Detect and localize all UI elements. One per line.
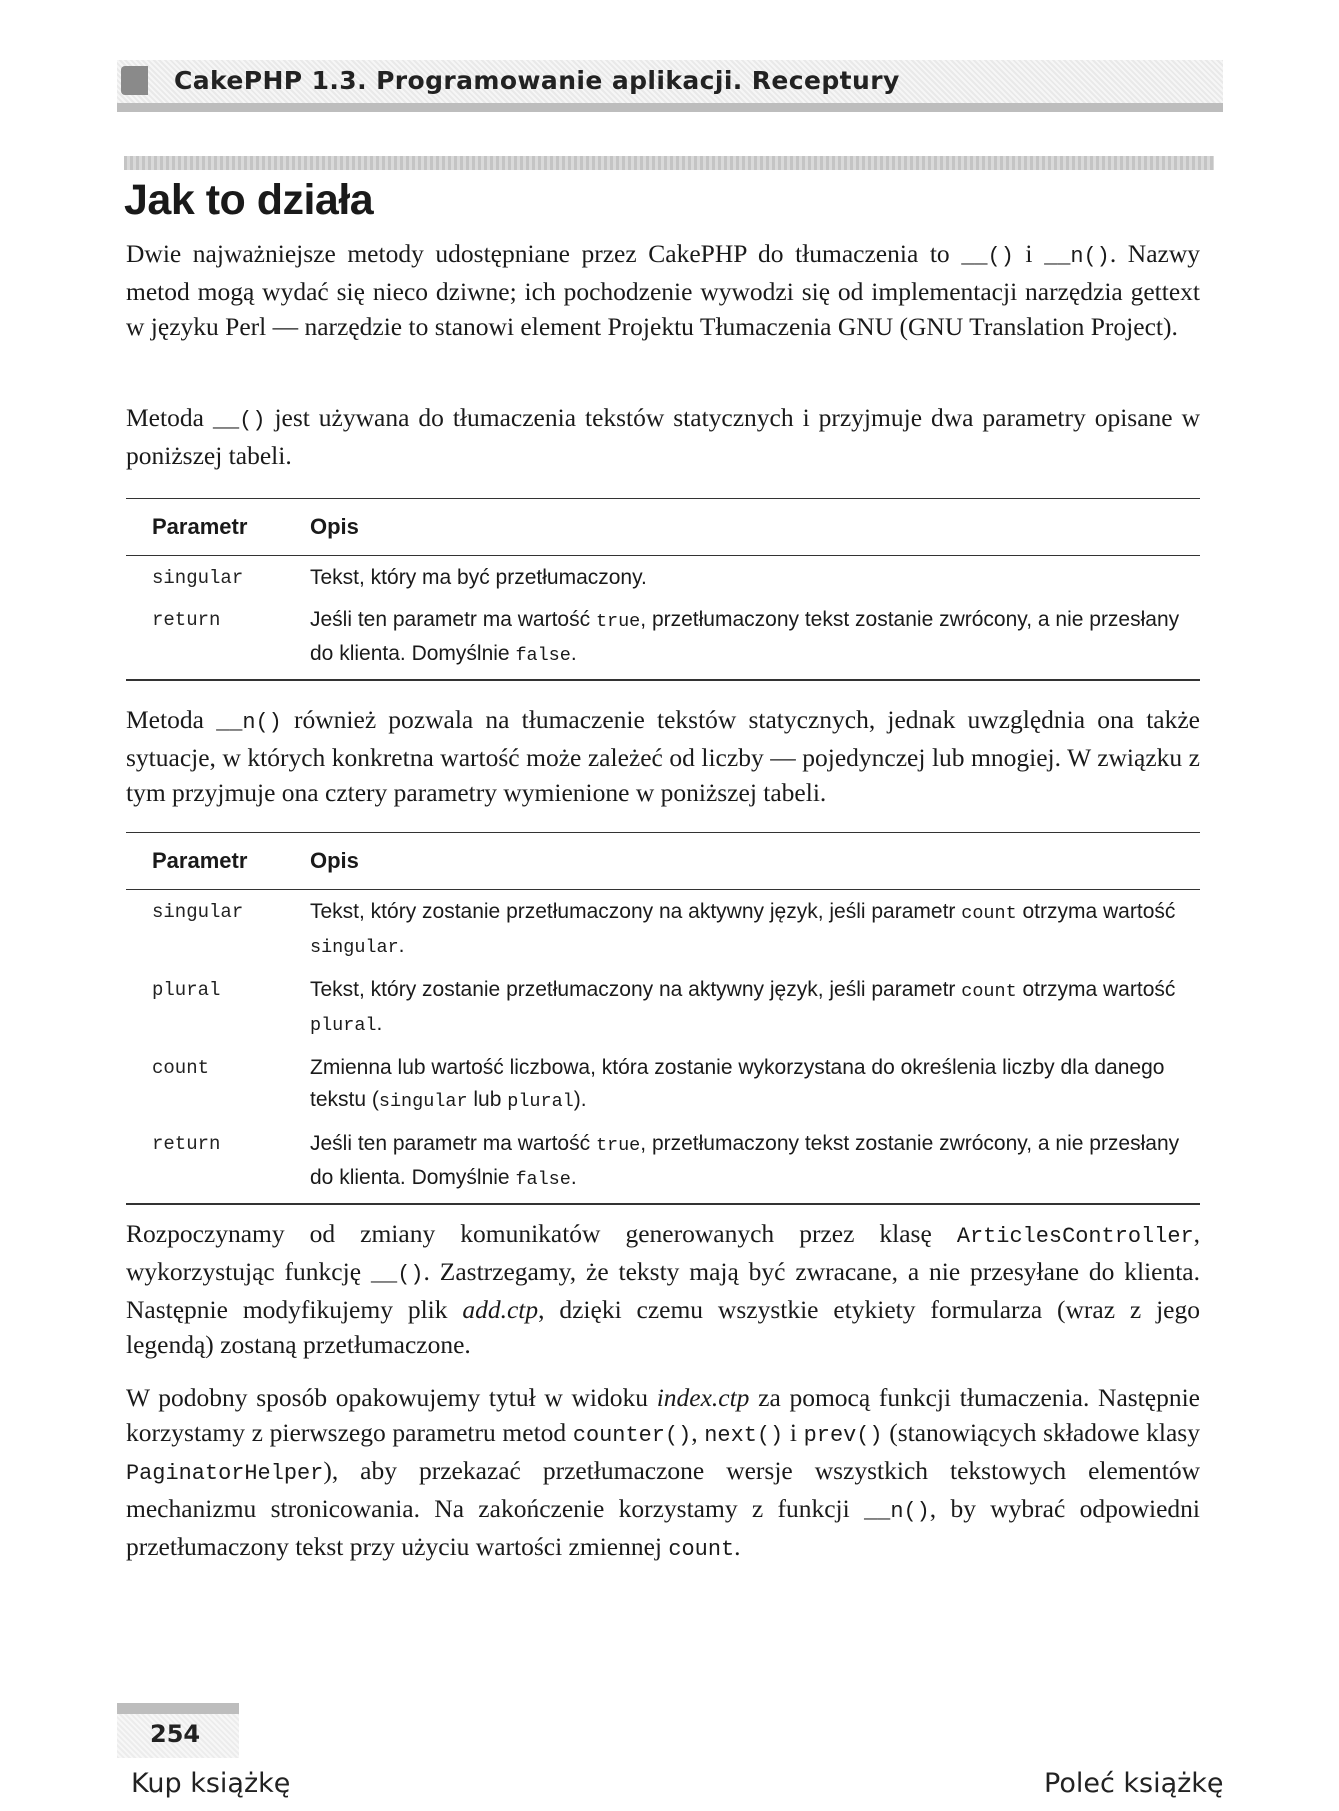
text-run: , (691, 1418, 705, 1447)
table-row (126, 1052, 1200, 1118)
code-run: count (668, 1537, 735, 1562)
text-run: (stanowiących składowe klasy (882, 1418, 1200, 1447)
code-run: __() (961, 244, 1014, 269)
param-description (310, 1052, 1200, 1118)
text-run: Rozpoczynamy od zmiany komunikatów generowanych przez klasę (126, 1219, 957, 1248)
filename-run: add.ctp (462, 1295, 539, 1324)
table-header-desc: Opis (310, 514, 359, 539)
text-run: ), aby przekazać przetłumaczone wersje wszystkich tekstowych elementów mechanizmu stronicowania. Na zakończenie korzystamy z funkcji (126, 1456, 1200, 1523)
table-header-desc: Opis (310, 848, 359, 873)
table-row (126, 1128, 1200, 1196)
running-header-title: CakePHP 1.3. Programowanie aplikacji. Receptury (174, 66, 900, 95)
page-number: 254 (150, 1720, 201, 1748)
table-header-param: Parametr (152, 848, 248, 873)
paragraph-articles-controller (126, 1216, 1200, 1362)
code-run: prev() (803, 1423, 883, 1448)
text-run: . (570, 642, 577, 665)
table-row (126, 604, 1200, 672)
param-name: count (152, 1057, 210, 1079)
text-run: , przetłumaczony tekst zostanie zwrócony, a nie przesłany do klienta. Domyślnie (310, 608, 1180, 665)
code-run: false (515, 1169, 571, 1190)
paragraph-n-method (126, 702, 1200, 810)
paragraph-paginator (126, 1380, 1200, 1567)
code-run: true (595, 1135, 641, 1156)
code-run: __() (212, 408, 266, 433)
text-run: , by wybrać odpowiedni przetłumaczony tekst przy użyciu wartości zmiennej (126, 1494, 1201, 1561)
text-run: ). (573, 1088, 587, 1111)
text-run: Jeśli ten parametr ma wartość (310, 1132, 596, 1155)
text-run: . (376, 1012, 383, 1035)
text-run: . Zastrzegamy, że teksty mają być zwracane, a nie przesyłane do klienta. Następnie modyfikujemy plik (126, 1257, 1200, 1324)
table-row (126, 896, 1200, 964)
text-run: , dzięki czemu wszystkie etykiety formularza (wraz z jego legendą) zostaną przetłumaczone. (126, 1295, 1200, 1359)
code-run: count (961, 981, 1017, 1002)
code-run: __n() (216, 710, 282, 735)
param-description (310, 896, 1200, 964)
text-run: Metoda (126, 705, 217, 734)
code-run: singular (310, 937, 399, 958)
paragraph-intro (126, 236, 1200, 344)
text-run: Tekst, który zostanie przetłumaczony na aktywny język, jeśli parametr (310, 978, 962, 1001)
param-description (310, 974, 1200, 1042)
table-row (126, 562, 1200, 594)
table-row (126, 974, 1200, 1042)
text-run: Jeśli ten parametr ma wartość (310, 608, 596, 631)
param-description (310, 604, 1200, 672)
table-header-param: Parametr (152, 514, 248, 539)
code-run: next() (704, 1423, 784, 1448)
buy-book-link[interactable]: Kup książkę (131, 1768, 291, 1799)
code-run: PaginatorHelper (126, 1461, 324, 1486)
param-name: singular (152, 567, 244, 589)
param-name: singular (152, 901, 244, 923)
code-run: ArticlesController (956, 1224, 1194, 1249)
param-description (310, 1128, 1200, 1196)
text-run: Dwie najważniejsze metody udostępniane przez CakePHP do tłumaczenia to (126, 239, 962, 268)
section-title: Jak to działa (124, 176, 374, 224)
param-name: plural (152, 979, 221, 1001)
text-run: otrzyma wartość (1016, 900, 1176, 923)
text-run: , przetłumaczony tekst zostanie zwrócony, a nie przesłany do klienta. Domyślnie (310, 1132, 1180, 1189)
param-name: return (152, 1133, 221, 1155)
table-bottom-rule (126, 1203, 1200, 1205)
code-run: plural (310, 1015, 377, 1036)
text-run: . (398, 934, 405, 957)
text-run: W podobny sposób opakowujemy tytuł w widoku (126, 1383, 657, 1412)
recommend-book-link[interactable]: Poleć książkę (1044, 1768, 1224, 1799)
filename-run: index.ctp (656, 1383, 750, 1412)
table-bottom-rule (126, 679, 1200, 681)
text-run: otrzyma wartość (1016, 978, 1176, 1001)
params-table-n (126, 832, 1200, 1205)
text-run: Tekst, który ma być przetłumaczony. (310, 566, 647, 589)
text-run: , wykorzystując funkcję (126, 1219, 1200, 1286)
code-run: __n() (864, 1499, 930, 1524)
text-run: . Nazwy metod mogą wydać się nieco dziwne; ich pochodzenie wywodzi się od implementacji narzędzia gettext w języku Perl — narzędzie to stanowi element Projektu Tłumaczenia GNU (GNU Translation Project). (126, 239, 1200, 341)
code-run: false (515, 645, 571, 666)
text-run: Zmienna lub wartość liczbowa, która zostanie wykorzystana do określenia liczby dla danego tekstu ( (310, 1056, 1165, 1111)
code-run: count (961, 903, 1017, 924)
text-run: i (783, 1418, 804, 1447)
paragraph-underscore-method (126, 400, 1200, 473)
text-run: . (734, 1532, 741, 1561)
table-header-row (126, 499, 1200, 556)
text-run: za pomocą funkcji tłumaczenia. Następnie korzystamy z pierwszego parametru metod (126, 1383, 1200, 1447)
code-run: plural (507, 1091, 574, 1112)
text-run: jest używana do tłumaczenia tekstów statycznych i przyjmuje dwa parametry opisane w poniższej tabeli. (126, 403, 1200, 470)
page-number-rule (117, 1703, 239, 1714)
text-run: . (570, 1166, 577, 1189)
code-run: __n() (1044, 244, 1110, 269)
params-table-underscore (126, 498, 1200, 681)
param-description (310, 562, 1200, 594)
code-run: counter() (572, 1423, 692, 1448)
header-divider (117, 103, 1223, 112)
text-run: Metoda (126, 403, 213, 432)
text-run: lub (467, 1088, 508, 1111)
table-header-row (126, 833, 1200, 890)
header-marker-icon (121, 66, 148, 95)
code-run: singular (378, 1091, 468, 1112)
param-name: return (152, 609, 221, 631)
code-run: __() (370, 1262, 424, 1287)
text-run: również pozwala na tłumaczenie tekstów statycznych, jednak uwzględnia ona także sytuacje, w których konkretna wartość może zależeć od liczby — pojedynczej lub mnogiej. W związku z tym przyjmuje ona cztery parametry wymienione w poniższej tabeli. (126, 705, 1200, 807)
section-decoration-strip (124, 156, 1214, 170)
text-run: Tekst, który zostanie przetłumaczony na aktywny język, jeśli parametr (310, 900, 962, 923)
code-run: true (595, 611, 641, 632)
text-run: i (1013, 239, 1045, 268)
